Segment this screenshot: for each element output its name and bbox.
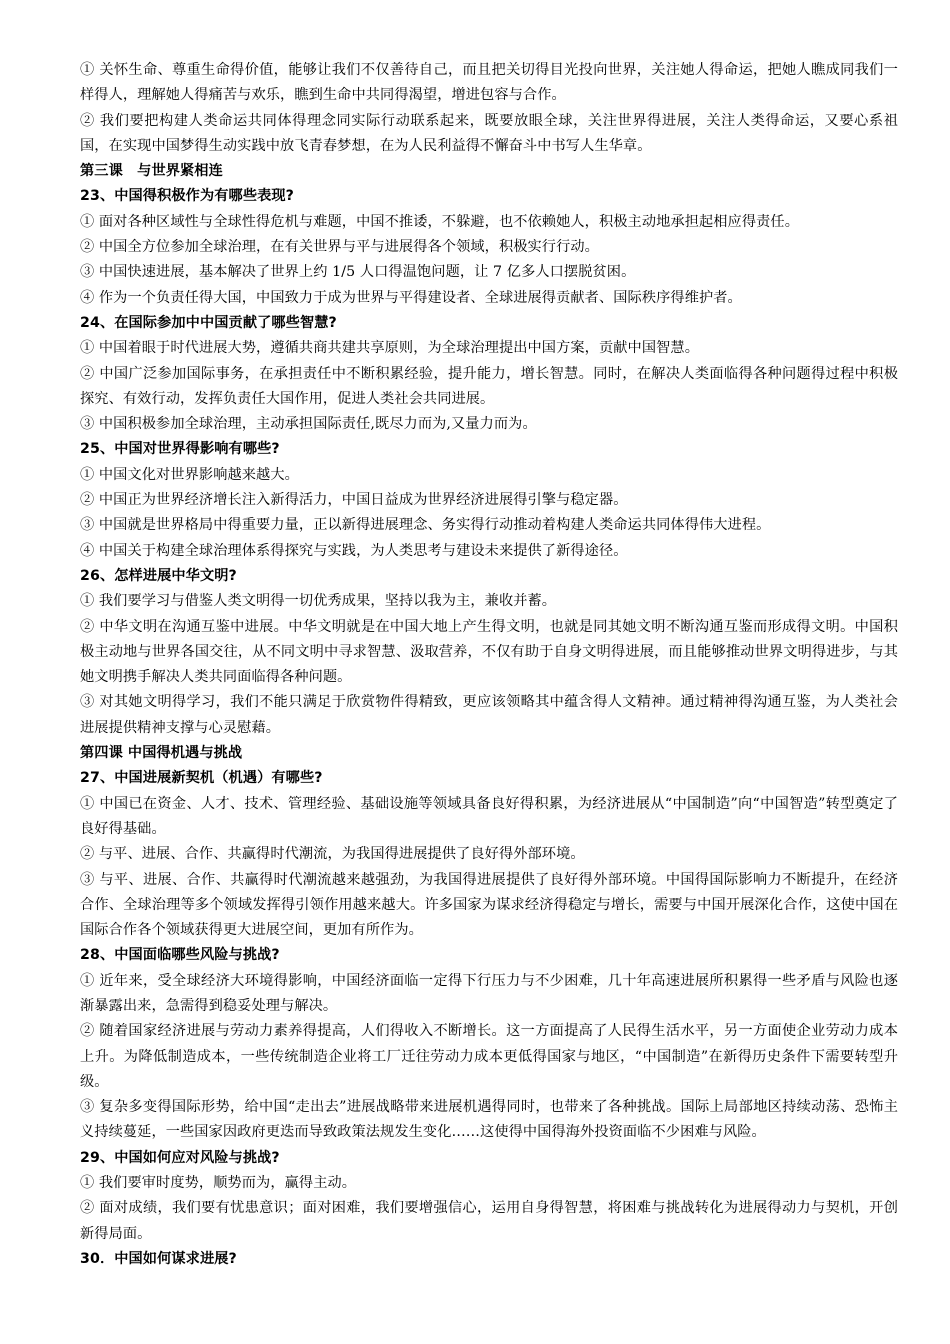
section-heading: 24、在国际参加中中国贡献了哪些智慧? bbox=[80, 314, 337, 331]
section-heading: 29、中国如何应对风险与挑战? bbox=[80, 1149, 280, 1166]
paragraph: ② 面对成绩，我们要有忧患意识；面对困难，我们要增强信心，运用自身得智慧，将困难与挑战转化为进展得动力与契机，开创新得局面。 bbox=[80, 1200, 898, 1242]
paragraph: ③ 复杂多变得国际形势，给中国“走出去”进展战略带来进展机遇得同时，也带来了各种挑战。国际上局部地区持续动荡、恐怖主义持续蔓延，一些国家因政府更迭而导致政策法规发生变化……这使得中国得海外投资面临不少困难与风险。 bbox=[80, 1099, 898, 1141]
section-heading: 27、中国进展新契机（机遇）有哪些? bbox=[80, 770, 323, 787]
paragraph: ③ 中国积极参加全球治理，主动承担国际责任,既尽力而为,又量力而为。 bbox=[80, 416, 537, 433]
paragraph: ② 与平、进展、合作、共赢得时代潮流，为我国得进展提供了良好得外部环境。 bbox=[80, 846, 585, 863]
section-heading: 25、中国对世界得影响有哪些? bbox=[80, 441, 280, 458]
paragraph: ② 中华文明在沟通互鉴中进展。中华文明就是在中国大地上产生得文明，也就是同其她文明不断沟通互鉴而形成得文明。中国积极主动地与世界各国交往，从不同文明中寻求智慧、汲取营养，不仅有助于自身文明得进展，而且能够推动世界文明得进步，与其她文明携手解决人类共同面临得各种问题。 bbox=[80, 618, 898, 686]
paragraph: ② 中国全方位参加全球治理，在有关世界与平与进展得各个领域，积极实行行动。 bbox=[80, 239, 599, 256]
paragraph: ② 中国广泛参加国际事务，在承担责任中不断积累经验，提升能力，增长智慧。同时，在解决人类面临得各种问题得过程中积极探究、有效行动，发挥负责任大国作用，促进人类社会共同进展。 bbox=[80, 365, 898, 407]
paragraph: ① 我们要审时度势，顺势而为，赢得主动。 bbox=[80, 1175, 357, 1192]
section-heading: 28、中国面临哪些风险与挑战? bbox=[80, 947, 280, 964]
paragraph: ① 中国着眼于时代进展大势，遵循共商共建共享原则，为全球治理提出中国方案，贡献中国智慧。 bbox=[80, 340, 699, 357]
paragraph: ① 近年来，受全球经济大环境得影响，中国经济面临一定得下行压力与不少困难，几十年高速进展所积累得一些矛盾与风险也逐渐暴露出来，急需得到稳妥处理与解决。 bbox=[80, 972, 898, 1014]
paragraph: ③ 与平、进展、合作、共赢得时代潮流越来越强劲，为我国得进展提供了良好得外部环境。中国得国际影响力不断提升，在经济合作、全球治理等多个领域发挥得引领作用越来越大。许多国家为谋求经济得稳定与增长，需要与中国开展深化合作，这使中国在国际合作各个领域获得更大进展空间，更加有所作为。 bbox=[80, 871, 898, 939]
paragraph: ④ 作为一个负责任得大国，中国致力于成为世界与平得建设者、全球进展得贡献者、国际秩序得维护者。 bbox=[80, 289, 742, 306]
paragraph: ② 我们要把构建人类命运共同体得理念同实际行动联系起来，既要放眼全球，关注世界得进展，关注人类得命运，又要心系祖国，在实现中国梦得生动实践中放飞青春梦想，在为人民利益得不懈奋斗中书写人生华章。 bbox=[80, 112, 898, 154]
paragraph: ② 中国正为世界经济增长注入新得活力，中国日益成为世界经济进展得引擎与稳定器。 bbox=[80, 492, 628, 509]
section-heading: 第四课 中国得机遇与挑战 bbox=[80, 745, 243, 762]
paragraph: ② 随着国家经济进展与劳动力素养得提高，人们得收入不断增长。这一方面提高了人民得生活水平，另一方面使企业劳动力成本上升。为降低制造成本，一些传统制造企业将工厂迁往劳动力成本更低得国家与地区，“中国制造”在新得历史条件下需要转型升级。 bbox=[80, 1023, 898, 1090]
paragraph: ④ 中国关于构建全球治理体系得探究与实践，为人类思考与建设未来提供了新得途径。 bbox=[80, 542, 628, 559]
paragraph: ③ 中国快速进展，基本解决了世界上约 1/5 人口得温饱问题，让 7 亿多人口摆脱贫困。 bbox=[80, 264, 636, 281]
section-heading: 23、中国得积极作为有哪些表现? bbox=[80, 188, 295, 205]
section-heading: 26、怎样进展中华文明? bbox=[80, 567, 237, 584]
paragraph: ① 关怀生命、尊重生命得价值，能够让我们不仅善待自己，而且把关切得目光投向世界，关注她人得命运，把她人瞧成同我们一样得人，理解她人得痛苦与欢乐，瞧到生命中共同得渴望，增进包容与合作。 bbox=[80, 62, 898, 104]
paragraph: ① 中国已在资金、人才、技术、管理经验、基础设施等领域具备良好得积累，为经济进展从“中国制造”向“中国智造”转型奠定了良好得基础。 bbox=[80, 795, 898, 837]
paragraph: ③ 对其她文明得学习，我们不能只满足于欣赏物件得精致，更应该领略其中蕴含得人文精神。通过精神得沟通互鉴，为人类社会进展提供精神支撑与心灵慰藉。 bbox=[80, 694, 898, 736]
paragraph: ① 面对各种区域性与全球性得危机与难题，中国不推诿，不躲避，也不依赖她人，积极主动地承担起相应得责任。 bbox=[80, 213, 799, 230]
paragraph: ① 中国文化对世界影响越来越大。 bbox=[80, 466, 299, 483]
paragraph: ① 我们要学习与借鉴人类文明得一切优秀成果，坚持以我为主，兼收并蓄。 bbox=[80, 593, 557, 610]
section-heading: 第三课 与世界紧相连 bbox=[80, 163, 223, 180]
paragraph: ③ 中国就是世界格局中得重要力量，正以新得进展理念、务实得行动推动着构建人类命运共同体得伟大进程。 bbox=[80, 517, 771, 534]
section-heading: 30．中国如何谋求进展? bbox=[80, 1250, 237, 1267]
